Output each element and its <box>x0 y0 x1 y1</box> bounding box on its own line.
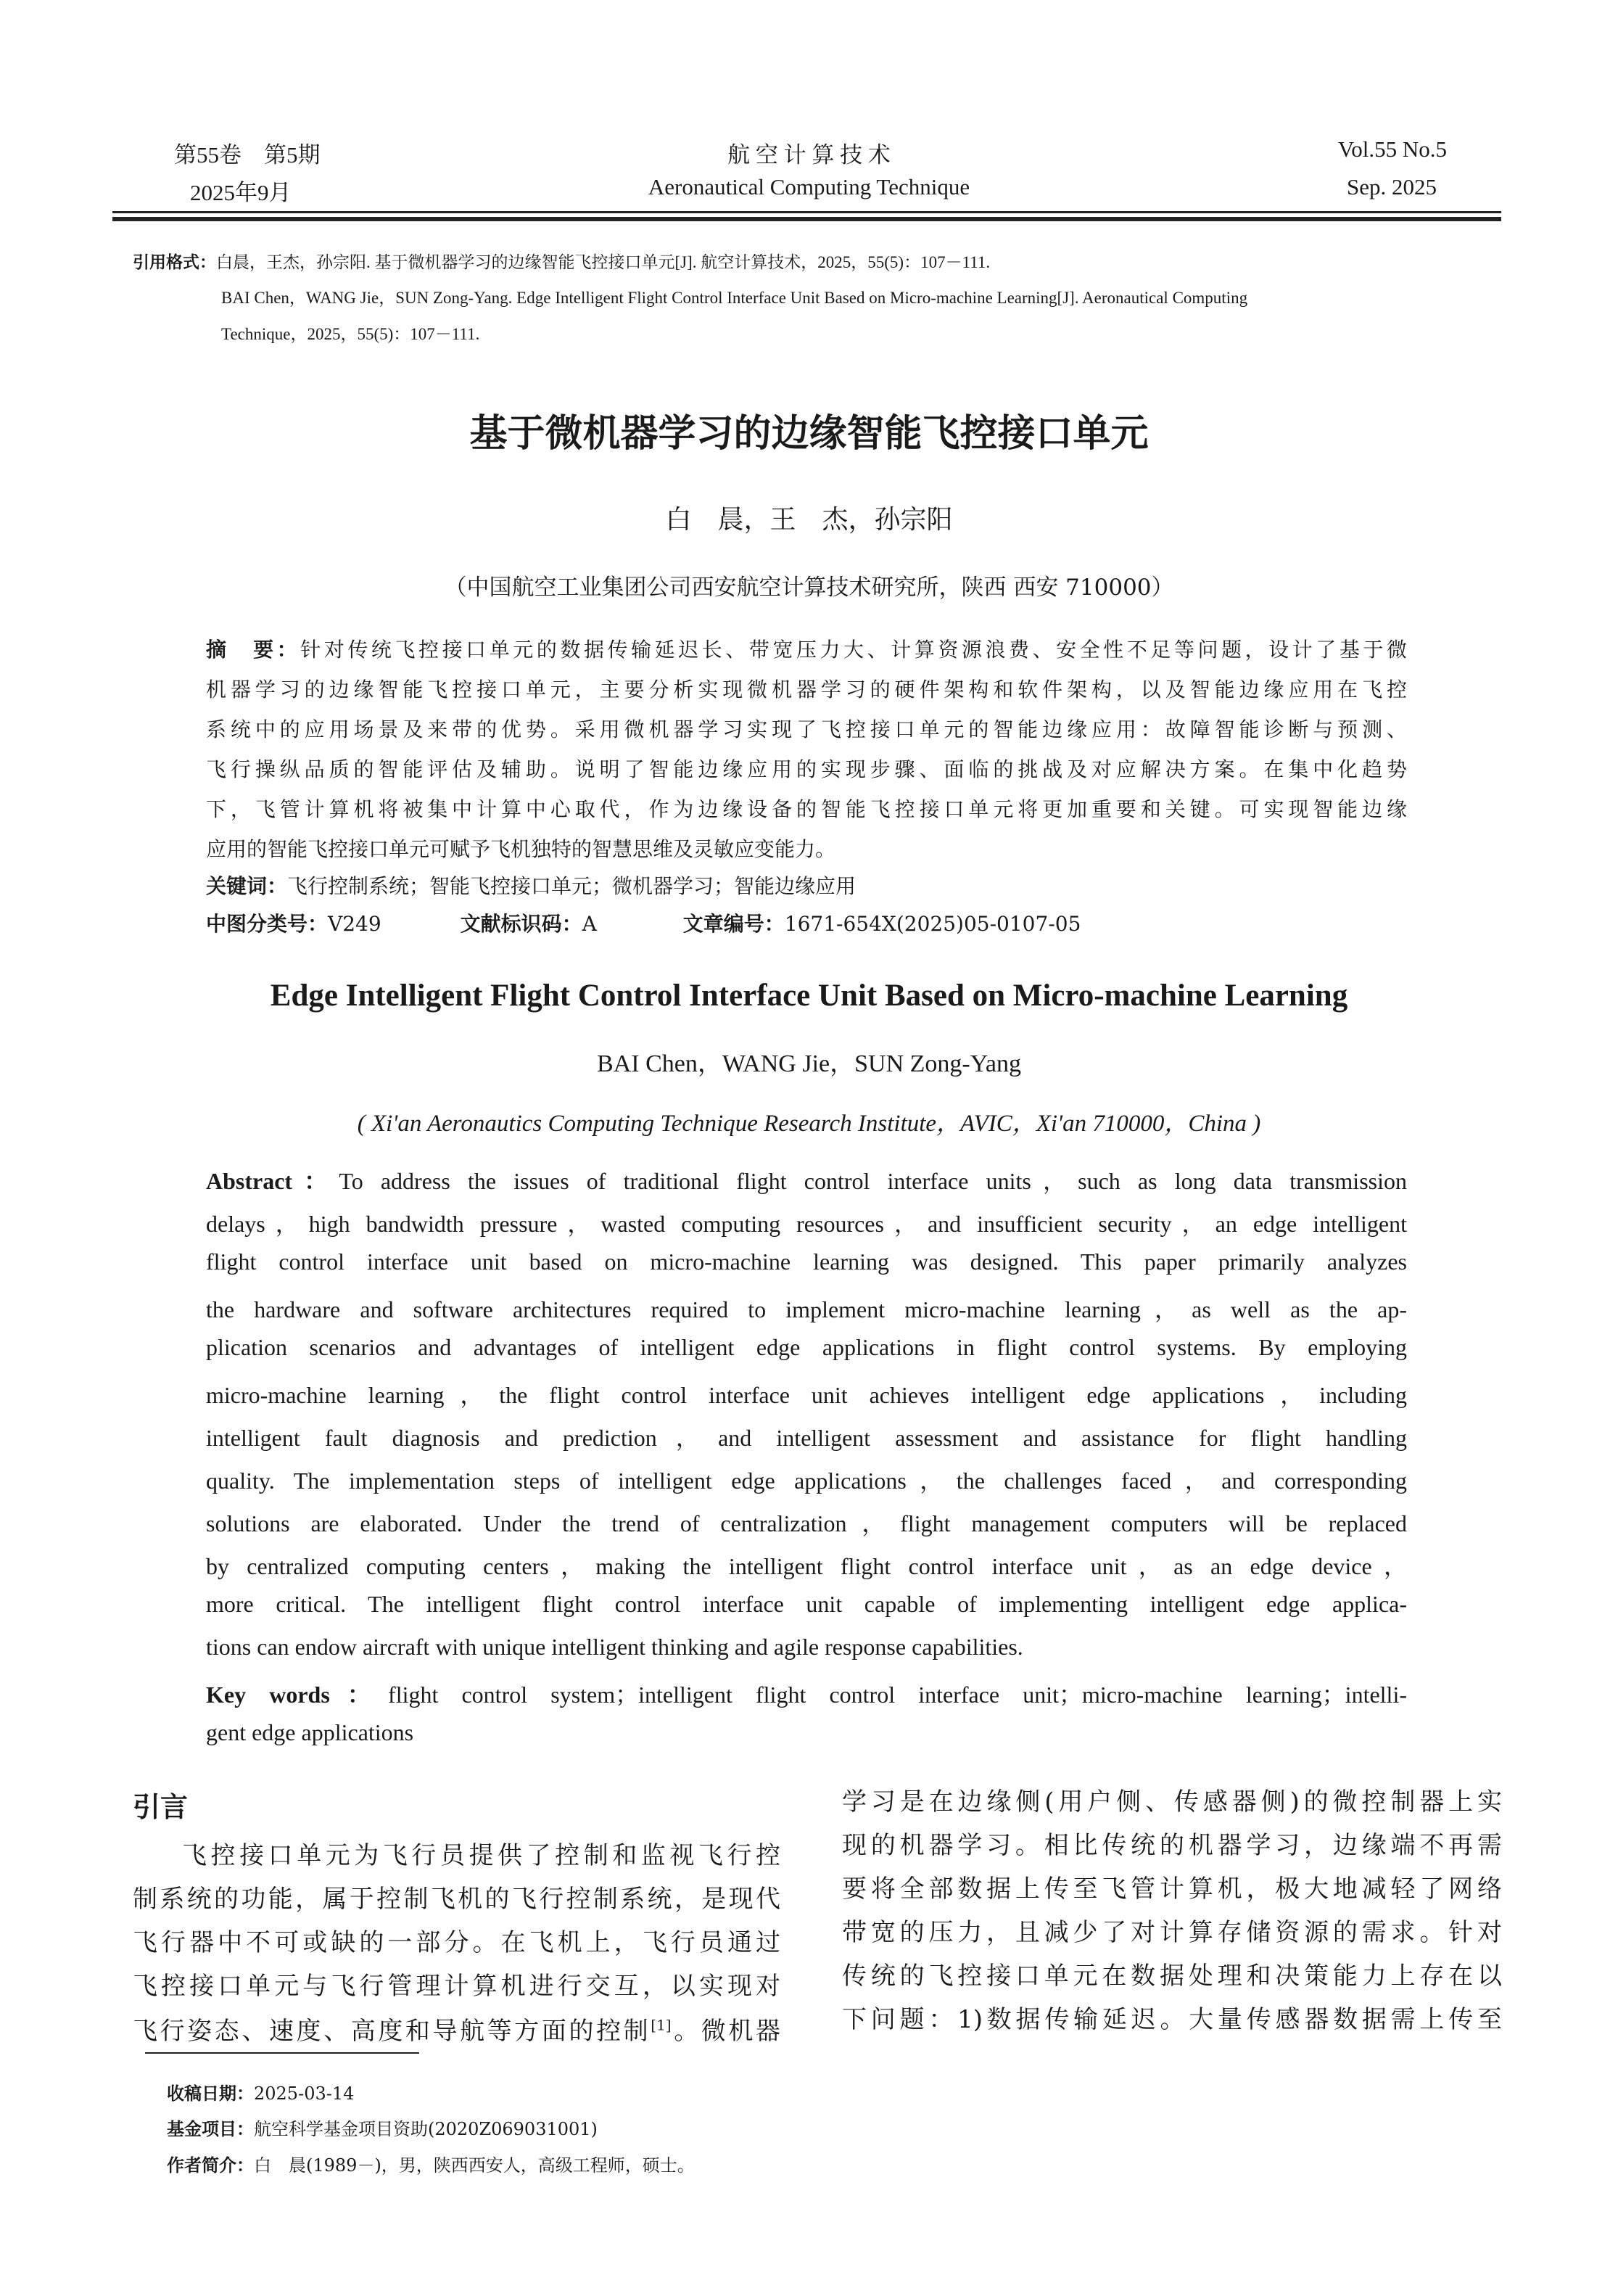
clc-value: V249 <box>328 912 381 936</box>
classification-row <box>206 908 1081 937</box>
doc-code-value: A <box>582 912 597 936</box>
keywords-en-label: Key words： <box>206 1682 389 1708</box>
paper-title-en: Edge Intelligent Flight Control Interface Unit Based on Micro-machine Learning <box>270 979 1348 1013</box>
authors-en: BAI Chen，WANG Jie，SUN Zong-Yang <box>597 1050 1021 1077</box>
fund-label: 基金项目： <box>167 2119 254 2139</box>
footnote-author <box>167 2151 695 2176</box>
fund-text: 航空科学基金项目资助(2020Z069031001) <box>254 2119 598 2139</box>
body-left-line <box>133 2011 780 2046</box>
received-label: 收稿日期： <box>167 2083 254 2104</box>
abstract-cn-line: 机器学习的边缘智能飞控接口单元，主要分析实现微机器学习的硬件架构和软件架构，以及智能边缘应用在飞控 <box>206 678 1407 701</box>
article-number-label: 文章编号： <box>682 912 785 936</box>
keywords-en-line <box>206 1676 1407 1710</box>
abstract-en-text: To address the issues of traditional flight control interface units，such as long data transmission <box>339 1168 1407 1194</box>
body-right-line: 下问题：1)数据传输延迟。大量传感器数据需上传至 <box>842 2005 1502 2034</box>
footnote-fund <box>167 2115 598 2140</box>
body-left-line: 飞控接口单元与飞行管理计算机进行交互，以实现对 <box>133 1972 780 2001</box>
abstract-en-line: more critical. The intelligent flight control interface unit capable of implementing intelligent edge applica- <box>206 1591 1407 1617</box>
journal-name-en: Aeronautical Computing Technique <box>648 174 970 199</box>
abstract-cn-label: 摘 要： <box>206 638 301 662</box>
body-text: 飞行姿态、速度、高度和导航等方面的控制 <box>133 2017 651 2046</box>
abstract-en-line: quality. The implementation steps of intelligent edge applications，the challenges faced，and corresponding <box>206 1468 1408 1494</box>
journal-name-cn: 航 空 计 算 技 术 <box>727 142 891 168</box>
clc-label: 中图分类号： <box>206 912 329 936</box>
abstract-en-line: the hardware and software architectures required to implement micro-machine learning，as well as the ap- <box>206 1296 1407 1322</box>
body-right-line: 要将全部数据上传至飞管计算机，极大地减轻了网络 <box>842 1875 1502 1904</box>
abstract-en-line: flight control interface unit based on micro-machine learning was designed. This paper primarily analyzes <box>206 1248 1407 1275</box>
author-bio-text: 白 晨(1989－)，男，陕西西安人，高级工程师，硕士。 <box>254 2155 695 2176</box>
header-rule-thin <box>112 211 1501 213</box>
abstract-en-line <box>206 1163 1407 1196</box>
abstract-cn-text: 针对传统飞控接口单元的数据传输延迟长、带宽压力大、计算资源浪费、安全性不足等问题，设计了基于微 <box>300 638 1407 662</box>
affiliation-en: ( Xi'an Aeronautics Computing Technique Research Institute，AVIC，Xi'an 710000，China ) <box>357 1111 1261 1137</box>
doc-code-label: 文献标识码： <box>460 912 582 936</box>
received-date: 2025-03-14 <box>254 2083 355 2104</box>
body-left-line: 飞控接口单元为飞行员提供了控制和监视飞行控 <box>182 1841 780 1870</box>
abstract-en-label: Abstract： <box>206 1168 339 1194</box>
keywords-en-text: flight control system；intelligent flight control interface unit；micro-machine learning；intelli- <box>388 1682 1407 1708</box>
header-rule-thick <box>112 217 1501 221</box>
paper-title-cn: 基于微机器学习的边缘智能飞控接口单元 <box>469 412 1149 456</box>
body-right-line: 传统的飞控接口单元在数据处理和决策能力上存在以 <box>842 1962 1502 1991</box>
article-number-value: 1671-654X(2025)05-0107-05 <box>784 912 1081 936</box>
abstract-cn-line <box>206 634 1407 663</box>
volume-issue-cn: 第55卷 第5期 <box>174 142 321 168</box>
footnote-rule <box>145 2052 419 2054</box>
abstract-cn-line: 飞行操纵品质的智能评估及辅助。说明了智能边缘应用的实现步骤、面临的挑战及对应解决方案。在集中化趋势 <box>206 757 1407 781</box>
abstract-cn-line: 系统中的应用场景及来带的优势。采用微机器学习实现了飞控接口单元的智能边缘应用：故障智能诊断与预测、 <box>206 717 1407 741</box>
keywords-cn-text: 飞行控制系统；智能飞控接口单元；微机器学习；智能边缘应用 <box>287 874 857 898</box>
abstract-en-line: solutions are elaborated. Under the trend of centralization，flight management computers will be replaced <box>206 1510 1408 1536</box>
keywords-cn <box>206 871 856 900</box>
abstract-en-line: delays，high bandwidth pressure，wasted computing resources，and insufficient security，an edge intelligent <box>206 1211 1408 1237</box>
keywords-cn-label: 关键词： <box>206 874 288 898</box>
author-bio-label: 作者简介： <box>167 2155 254 2176</box>
abstract-cn-line: 下，飞管计算机将被集中计算中心取代，作为边缘设备的智能飞控接口单元将更加重要和关键。可实现智能边缘 <box>206 797 1407 821</box>
body-text: 。微机器 <box>671 2017 780 2046</box>
body-right-line: 学习是在边缘侧(用户侧、传感器侧)的微控制器上实 <box>842 1787 1502 1816</box>
authors-cn: 白 晨，王 杰，孙宗阳 <box>665 505 953 535</box>
affiliation-cn: （中国航空工业集团公司西安航空计算技术研究所，陕西 西安 710000） <box>444 575 1174 601</box>
abstract-en-line: by centralized computing centers，making the intelligent flight control interface unit，as an edge device， <box>206 1553 1408 1579</box>
footnote-received <box>167 2079 354 2104</box>
abstract-cn-line: 应用的智能飞控接口单元可赋予飞机独特的智慧思维及灵敏应变能力。 <box>206 837 836 861</box>
abstract-en-line: tions can endow aircraft with unique intelligent thinking and agile response capabilities. <box>206 1634 1023 1660</box>
body-right-line: 现的机器学习。相比传统的机器学习，边缘端不再需 <box>842 1831 1502 1860</box>
body-left-line: 飞行器中不可或缺的一部分。在飞机上，飞行员通过 <box>133 1928 780 1957</box>
citation-cn <box>133 249 990 273</box>
date-en: Sep. 2025 <box>1347 174 1437 199</box>
abstract-en-line: intelligent fault diagnosis and prediction，and intelligent assessment and assistance for flight handling <box>206 1425 1407 1451</box>
volume-issue-en: Vol.55 No.5 <box>1337 136 1447 162</box>
body-left-line: 制系统的功能，属于控制飞机的飞行控制系统，是现代 <box>133 1885 780 1914</box>
abstract-en-line: micro-machine learning，the flight control interface unit achieves intelligent edge applications，including <box>206 1382 1408 1408</box>
section-heading-introduction: 引言 <box>133 1791 189 1823</box>
citation-cn-text: 白晨，王杰，孙宗阳. 基于微机器学习的边缘智能飞控接口单元[J]. 航空计算技术，2025，55(5)：107－111. <box>216 253 991 271</box>
citation-en-line2: Technique，2025，55(5)：107－111. <box>221 325 480 343</box>
body-right-line: 带宽的压力，且减少了对计算存储资源的需求。针对 <box>842 1918 1502 1947</box>
citation-label: 引用格式： <box>133 253 216 272</box>
citation-en-line1: BAI Chen，WANG Jie，SUN Zong-Yang. Edge Intelligent Flight Control Interface Unit Based on Micro-machine Learning[J]. Aeronautical Computing <box>221 289 1248 307</box>
keywords-en-line: gent edge applications <box>206 1719 414 1745</box>
abstract-en-line: plication scenarios and advantages of intelligent edge applications in flight control systems. By employing <box>206 1334 1407 1360</box>
date-cn: 2025年9月 <box>190 180 292 205</box>
citation-reference-link[interactable]: [1] <box>651 2016 672 2034</box>
